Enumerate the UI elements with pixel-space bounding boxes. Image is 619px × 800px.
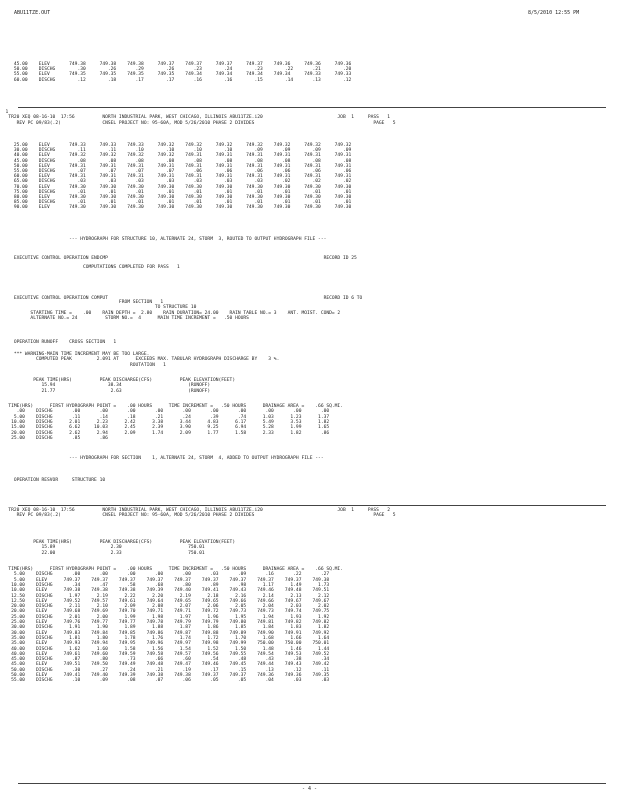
- tbl2-line: 5.00 DISCHG .00 .00 .00 .00 .00 .03 .09 .16 .22 .27: [0, 572, 330, 578]
- tbl2-line: 50.00 ELEV 749.41 749.40 749.39 749.38 749.38 749.37 749.37 749.36 749.36 749.35: [0, 673, 330, 678]
- block2-line: 85.00 DISCHG .01 .01 .01 .01 .01 .01 .01 .01 .01 .01: [0, 200, 352, 206]
- route-line: TO STRUCTURE 10: [0, 305, 197, 311]
- block2-line: 75.00 DISCHG .01 .01 .01 .01 .01 .01 .01 .01 .01 .01: [0, 189, 352, 195]
- tbl1-line: 25.00 DISCHG .85 .86: [0, 435, 108, 441]
- tbl2-line: 25.00 ELEV 749.76 749.77 749.77 749.78 749.79 749.79 749.80 749.81 749.82 749.82: [0, 620, 330, 625]
- block2-line: 40.00 ELEV 749.32 749.32 749.32 749.32 749.31 749.31 749.31 749.31 749.31 749.31: [0, 153, 352, 159]
- tbl2-line: 20.00 DISCHG 2.11 2.10 2.09 2.08 2.07 2.06 2.05 2.04 2.03 2.02: [0, 604, 330, 610]
- footer-rule: [18, 783, 606, 784]
- tbl1-line: TIME(HRS) FIRST HYDROGRAPH POINT = .00 HOURS TIME INCREMENT = .50 HOURS DRAINAGE AREA = .66 SQ.MI.: [0, 404, 343, 409]
- block1-line: 50.00 DISCHG .30 .26 .29 .26 .23 .24 .23 .22 .21 .20: [0, 67, 352, 73]
- peak1-line: 21.77 2.63 (RUNOFF): [0, 388, 211, 394]
- hdr1-line: TR20 XEQ 08-16-10 17:56 NORTH INDUSTRIAL PARK, WEST CHICAGO, ILLINOIS ABU11TZE.i20 JOB 1 PASS 1: [0, 115, 390, 121]
- peak2-line: 22.00 2.33 750.01: [0, 550, 205, 556]
- peak1-line: PEAK TIME(HRS) PEAK DISCHARGE(CFS) PEAK ELEVATION(FEET): [0, 378, 236, 383]
- reser-line: OPERATION RESVOR STRUCTURE 10: [0, 478, 106, 483]
- tbl1-line: 20.00 DISCHG 2.62 2.94 2.09 1.74 2.09 1.77 1.58 2.33 1.82 .86: [0, 430, 330, 436]
- peak1-line: 15.94 38.34 (RUNOFF): [0, 383, 211, 389]
- tbl2-line: 30.00 ELEV 749.83 749.84 749.85 749.86 749.87 749.88 749.89 749.90 749.91 749.92: [0, 630, 330, 636]
- tbl2-line: 12.50 DISCHG 1.97 2.19 2.22 2.20 2.19 2.18 2.16 2.14 2.13 2.12: [0, 593, 330, 599]
- route-line: FROM SECTION 1: [0, 300, 164, 305]
- warn-line: ROUTATION 1: [0, 362, 166, 368]
- tbl2-line: 10.00 DISCHG .34 .47 .58 .68 .80 .89 .98 1.17 1.49 1.73: [0, 582, 330, 588]
- block2-line: 70.00 ELEV 749.30 749.30 749.30 749.30 749.30 749.30 749.30 749.30 749.30 749.30: [0, 184, 352, 190]
- block2-line: 90.00 ELEV 749.30 749.30 749.30 749.30 749.30 749.30 749.30 749.30 749.30 749.30: [0, 205, 352, 211]
- tbl1-line: .00 DISCHG .00 .00 .00 .00 .00 .00 .00 .00 .00 .00: [0, 409, 330, 415]
- header-filename: ABU11TZE.OUT: [14, 10, 51, 16]
- block2-line: 55.00 DISCHG .07 .07 .07 .07 .06 .06 .06 .06 .06 .06: [0, 169, 352, 174]
- tbl2-line: 35.00 DISCHG 1.81 1.80 1.78 1.76 1.74 1.72 1.70 1.68 1.66 1.64: [0, 635, 330, 641]
- section-rule: [18, 505, 606, 506]
- runoff-line: OPERATION RUNOFF CROSS SECTION 1: [0, 340, 117, 345]
- hdr1-line: REV PC 09/83(.2) CNSEL PROJECT NO: 95-60A, MOD 5/26/2010 PHASE 2 DIVIDES PAGE 5: [0, 120, 396, 126]
- hdr2-line: TR20 XEQ 08-16-10 17:56 NORTH INDUSTRIAL PARK, WEST CHICAGO, ILLINOIS ABU11TZE.i20 JOB 1 PASS 2: [0, 508, 390, 513]
- tbl2-line: 25.00 DISCHG 2.01 2.00 1.99 1.98 1.97 1.96 1.95 1.94 1.93 1.92: [0, 614, 330, 620]
- warn-line: *** WARNING-MAIN TIME INCREMENT MAY BE TOO LARGE.: [0, 352, 150, 357]
- tbl2-line: 40.00 DISCHG 1.62 1.60 1.58 1.56 1.54 1.52 1.50 1.48 1.46 1.44: [0, 646, 330, 652]
- hydro-line2-line: --- HYDROGRAPH FOR SECTION 1, ALTERNATE 24, STORM 4, ADDED TO OUTPUT HYDROGRAPH FILE ---: [0, 456, 324, 461]
- tbl2-line: 12.50 ELEV 749.52 749.57 749.61 749.64 749.65 749.65 749.66 749.66 749.67 749.67: [0, 598, 330, 604]
- block2-line: 45.00 DISCHG .08 .08 .08 .08 .08 .08 .08 .08 .08 .08: [0, 158, 352, 164]
- tbl2-line: 20.00 ELEV 749.68 749.69 749.70 749.71 749.71 749.72 749.73 749.73 749.74 749.75: [0, 609, 330, 615]
- block1-line: 60.00 DISCHG .12 .18 .17 .17 .16 .16 .15 .14 .13 .12: [0, 77, 352, 83]
- tbl2-line: 35.00 ELEV 749.93 749.94 749.95 749.96 749.97 749.98 749.99 750.00 750.00 750.01: [0, 641, 330, 647]
- tbl2-line: 45.00 ELEV 749.51 749.50 749.49 749.48 749.47 749.46 749.45 749.44 749.43 749.42: [0, 662, 330, 668]
- hydro-line1-line: --- HYDROGRAPH FOR STRUCTURE 10, ALTERNATE 24, STORM 3, ROUTED TO OUTPUT HYDROGRAPH FILE ---: [0, 237, 327, 242]
- tbl2-line: TIME(HRS) FIRST HYDROGRAPH POINT = .00 HOURS TIME INCREMENT = .50 HOURS DRAINAGE AREA = .66 SQ.MI.: [0, 567, 343, 572]
- block1-line: 45.00 ELEV 749.38 749.38 749.38 749.37 749.37 749.37 749.37 749.36 749.36 749.36: [0, 62, 352, 67]
- tbl1-line: 5.00 DISCHG .11 .14 .18 .21 .24 .39 .74 1.03 1.23 1.37: [0, 414, 330, 420]
- tbl2-line: 50.00 DISCHG .30 .27 .24 .21 .19 .17 .15 .13 .12 .11: [0, 667, 330, 673]
- block2-line: 25.00 ELEV 749.33 749.33 749.33 749.32 749.32 749.32 749.32 749.32 749.32 749.32: [0, 143, 352, 148]
- route-line: ALTERNATE NO.= 24 STORM NO.= 4 MAIN TIME INCREMENT = .50 HOURS: [0, 315, 249, 321]
- tbl2-line: 45.00 DISCHG .87 .80 .73 .66 .60 .54 .48 .43 .38 .34: [0, 657, 330, 663]
- peak2-line: 15.89 2.30 750.01: [0, 545, 205, 551]
- block2-line: 65.00 DISCHG .03 .03 .03 .03 .03 .03 .03 .02 .02 .02: [0, 179, 352, 185]
- tbl2-line: 30.00 DISCHG 1.91 1.90 1.89 1.88 1.87 1.86 1.85 1.84 1.83 1.82: [0, 625, 330, 631]
- block2-line: 50.00 ELEV 749.31 749.31 749.31 749.31 749.31 749.31 749.31 749.31 749.31 749.31: [0, 163, 352, 169]
- peak2-line: PEAK TIME(HRS) PEAK DISCHARGE(CFS) PEAK ELEVATION(FEET): [0, 540, 236, 545]
- tbl2-line: 40.00 ELEV 749.61 749.60 749.59 749.58 749.57 749.56 749.55 749.54 749.53 749.52: [0, 651, 330, 657]
- block2-line: 60.00 ELEV 749.31 749.31 749.31 749.31 749.31 749.31 749.31 749.31 749.31 749.31: [0, 174, 352, 180]
- tbl2-line: 55.00 DISCHG .10 .09 .08 .07 .06 .05 .05 .04 .03 .03: [0, 678, 330, 684]
- tbl2-line: 10.00 ELEV 749.38 749.38 749.38 749.39 749.40 749.41 749.43 749.46 749.48 749.51: [0, 588, 330, 594]
- hdr2-line: REV PC 09/83(.2) CNSEL PROJECT NO: 95-60A, MOD 5/26/2010 PHASE 2 DIVIDES PAGE 5: [0, 513, 396, 519]
- hdr1-line: 1: [0, 110, 9, 115]
- block1-line: 55.00 ELEV 749.35 749.35 749.35 749.35 749.34 749.34 749.34 749.34 749.33 749.33: [0, 72, 352, 78]
- exec1-line: EXECUTIVE CONTROL OPERATION ENDCMP RECORD ID 25: [0, 256, 357, 261]
- route-line: STARTING TIME = .00 RAIN DEPTH = 2.80 RAIN DURATION= 24.00 RAIN TABLE NO.= 3 ANT. MOIST. COND= 2: [0, 310, 341, 316]
- block2-line: 80.00 ELEV 749.30 749.30 749.30 749.30 749.30 749.30 749.30 749.30 749.30 749.30: [0, 195, 352, 200]
- tbl1-line: 10.00 DISCHG 2.01 2.23 2.42 3.38 3.44 4.83 6.17 5.49 3.53 1.82: [0, 419, 330, 425]
- tbl1-line: 15.00 DISCHG 6.62 10.03 2.45 2.39 3.90 9.25 6.94 5.28 1.99 1.65: [0, 425, 330, 431]
- comp1-line: COMPUTATIONS COMPLETED FOR PASS 1: [0, 265, 180, 270]
- exec2-line: EXECUTIVE CONTROL OPERATION COMPUT RECORD ID 6 TO: [0, 296, 363, 301]
- section-rule: [18, 107, 606, 108]
- block2-line: 30.00 DISCHG .11 .11 .10 .10 .10 .10 .09 .09 .09 .09: [0, 148, 352, 154]
- warn-line: COMPUTED PEAK 2.091 AT EXCEEDS MAX. TABULAR HYDROGRAPH DISCHARGE BY 3 %.: [0, 357, 280, 363]
- page-number: - 4 -: [301, 786, 318, 792]
- tbl2-line: 5.00 ELEV 749.37 749.37 749.37 749.37 749.37 749.37 749.37 749.37 749.37 749.38: [0, 577, 330, 583]
- header-timestamp: 8/5/2010 12:55 PM: [528, 10, 580, 16]
